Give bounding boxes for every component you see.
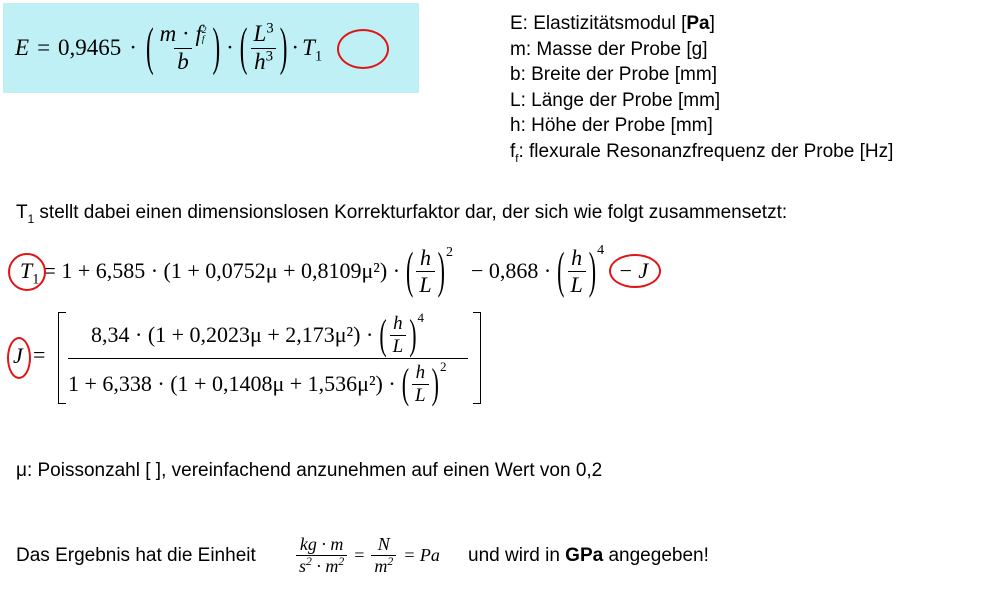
t1-lhs: $T_1$ — [20, 258, 40, 288]
legend-e: E: Elastizitätsmodul [Pa] — [510, 13, 715, 34]
legend-ff: $f_f$: flexurale Resonanzfrequenz der Probe [Hz] — [510, 140, 894, 165]
j-equals: = — [33, 342, 46, 367]
unit-equation: $\frac{kg \cdot m}{s^2 \cdot m^2}$ = $\frac{N}{m^2}$ = Pa — [294, 534, 440, 576]
result-prefix: Das Ergebnis hat die Einheit — [16, 545, 256, 566]
j-numerator: 8,34 · (1 + 0,2023μ + 2,173μ²) · ( $\frac{h}{L}$ ) $^4$ — [91, 310, 425, 358]
poisson-text: μ: Poissonzahl [ ], vereinfachend anzunehmen auf einen Wert von 0,2 — [16, 460, 603, 481]
coefficient: 0,9465 — [58, 35, 122, 60]
paren-open: ( — [145, 18, 154, 76]
formula-t1: $T_1$ = 1 + 6,585 · (1 + 0,0752μ + 0,8109μ²) · ( $\frac{h}{L}$ ) $^2$ − 0,868 · ( $\frac{h}{L}$ ) $^4$ − J — [20, 241, 649, 299]
t1-factor: $T_1$ — [302, 35, 323, 65]
j-denominator: 1 + 6,338 · (1 + 0,1408μ + 1,536μ²) · ( $\frac{h}{L}$ ) $^2$ — [68, 359, 447, 407]
j-bracket-right — [473, 312, 481, 404]
j-term-highlight-circle — [609, 254, 661, 288]
legend-l: L: Länge der Probe [mm] — [510, 89, 721, 111]
formula-e: E = 0,9465 · ( m · f 2 f b ) · ( $\frac{L^3}{h^3}$ ) · $T_1$ — [15, 12, 322, 84]
variable-legend — [510, 11, 893, 164]
j-bracket-left — [58, 312, 66, 404]
t1-body: = 1 + 6,585 · (1 + 0,0752μ + 0,8109μ²) · — [43, 258, 401, 283]
legend-m: m: Masse der Probe [g] — [510, 38, 708, 60]
minus-j-term: − J — [618, 258, 649, 283]
t1-mid: − 0,868 · — [470, 258, 552, 283]
paren-close: ) — [212, 18, 221, 76]
legend-b: b: Breite der Probe [mm] — [510, 64, 717, 85]
h-over-l-fraction-1: $\frac{h}{L}$ — [416, 245, 434, 297]
j-lhs-highlight-circle — [7, 337, 31, 379]
dot-operator: · — [129, 35, 137, 60]
t1-description: $T_1$ stellt dabei einen dimensionslosen Korrekturfaktor dar, der sich wie folgt zusammensetzt: — [16, 202, 788, 226]
j-lhs: J — [13, 343, 23, 368]
equals-sign: = — [37, 35, 51, 60]
t1-highlight-circle — [337, 29, 389, 69]
length-height-fraction: $\frac{L^3}{h^3}$ — [250, 21, 276, 75]
t1-lhs-highlight-circle — [8, 253, 46, 291]
h-over-l-fraction-2: $\frac{h}{L}$ — [568, 245, 586, 297]
e-symbol: E — [15, 35, 30, 60]
result-suffix: und wird in GPa angegeben! — [468, 545, 709, 566]
legend-h: h: Höhe der Probe [mm] — [510, 115, 713, 136]
mass-frequency-fraction: m · f 2 f b — [159, 21, 207, 74]
